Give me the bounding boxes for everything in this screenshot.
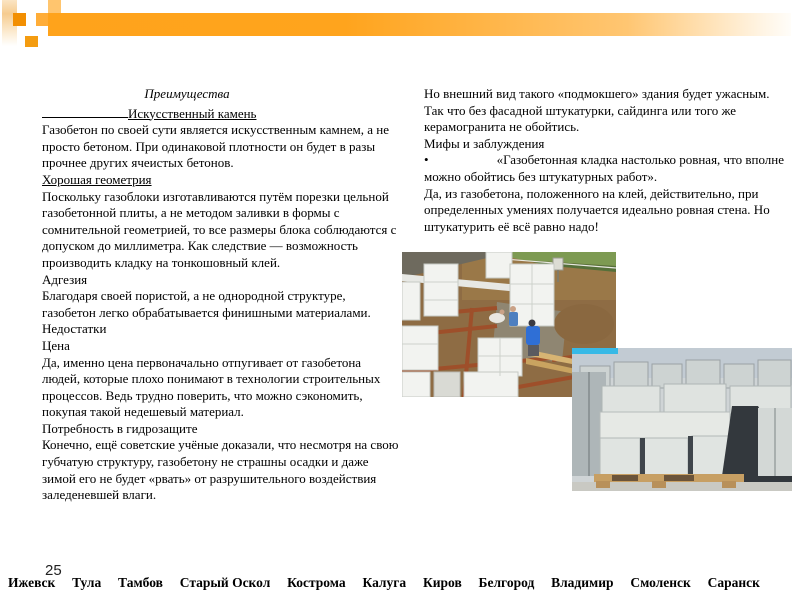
section-heading: Цена: [42, 337, 70, 353]
section-heading: Мифы и заблуждения: [424, 135, 545, 151]
footer-city: Белгород: [478, 575, 535, 590]
footer-city: Владимир: [551, 575, 614, 590]
underline-tab: [42, 103, 128, 118]
deco-square-dark: [13, 13, 26, 26]
paragraph: Но внешний вид такого «подмокшего» здания будет ужасным. Так что без фасадной штукатурки, сайдинга или того же керамогранита не обойтись.: [424, 86, 770, 135]
left-column: [42, 86, 402, 504]
footer-city: Старый Оскол: [179, 575, 271, 590]
footer-city: Кострома: [287, 575, 346, 590]
paragraph: Газобетон по своей сути является искусственным камнем, а не просто бетоном. При одинаковой плотности он будет в разы прочнее других ячеистых бетонов.: [42, 122, 389, 171]
footer-city: Калуга: [362, 575, 407, 590]
footer-city: Тамбов: [118, 575, 163, 590]
footer-city: Тула: [72, 575, 102, 590]
footer-cities: [8, 575, 760, 591]
paragraph: Конечно, ещё советские учёные доказали, что несмотря на свою губчатую структуру, газобетону не страшны осадки и даже зимой его не будет «рвать» от разрушительного воздействия заледеневшей влаги.: [42, 437, 399, 503]
column-subtitle: Искусственный камень: [42, 103, 402, 123]
footer-city: Ижевск: [8, 575, 56, 590]
deco-square-light: [48, 0, 61, 13]
section-heading: Хорошая геометрия: [42, 171, 152, 187]
footer-city: Смоленск: [630, 575, 691, 590]
paragraph: Поскольку газоблоки изготавливаются путём порезки цельной газобетонной плиты, а не методом заливки в формы с сомнительной геометрией, то все размеры блока соблюдаются с допуском до миллиметра. Как следствие — возможность производить кладку на тонкошовный клей.: [42, 188, 397, 270]
paragraph: Благодаря своей пористой, а не однородной структуре, газобетон легко обрабатывается финишными материалами.: [42, 288, 371, 320]
concrete-blocks-photo: [572, 348, 792, 491]
header-bar: [48, 13, 791, 36]
page-number: 25: [45, 562, 62, 579]
section-heading: Потребность в гидрозащите: [42, 420, 198, 436]
bullet-icon: •: [424, 152, 429, 168]
deco-square-mid: [36, 13, 48, 26]
paragraph: Да, из газобетона, положенного на клей, действительно, при определенных умениях получается идеально ровная стена. Но штукатурить её всё равно надо!: [424, 185, 770, 234]
column-title: Преимущества: [144, 86, 230, 101]
right-column: [424, 86, 788, 235]
paragraph: Да, именно цена первоначально отпугивает от газобетона людей, которые плохо понимают в технологии строительных процессов. Ведь трудно поверить, что можно сэкономить, покупая такой недешевый материал.: [42, 354, 381, 420]
section-heading: Недостатки: [42, 321, 107, 337]
footer-city: Саранск: [707, 575, 760, 590]
bullet-paragraph: • «Газобетонная кладка настолько ровная, что вполне можно обойтись без штукатурных работ».: [424, 152, 784, 184]
section-heading: Адгезия: [42, 271, 88, 287]
deco-square-below: [25, 36, 38, 47]
footer-city: Киров: [422, 575, 462, 590]
